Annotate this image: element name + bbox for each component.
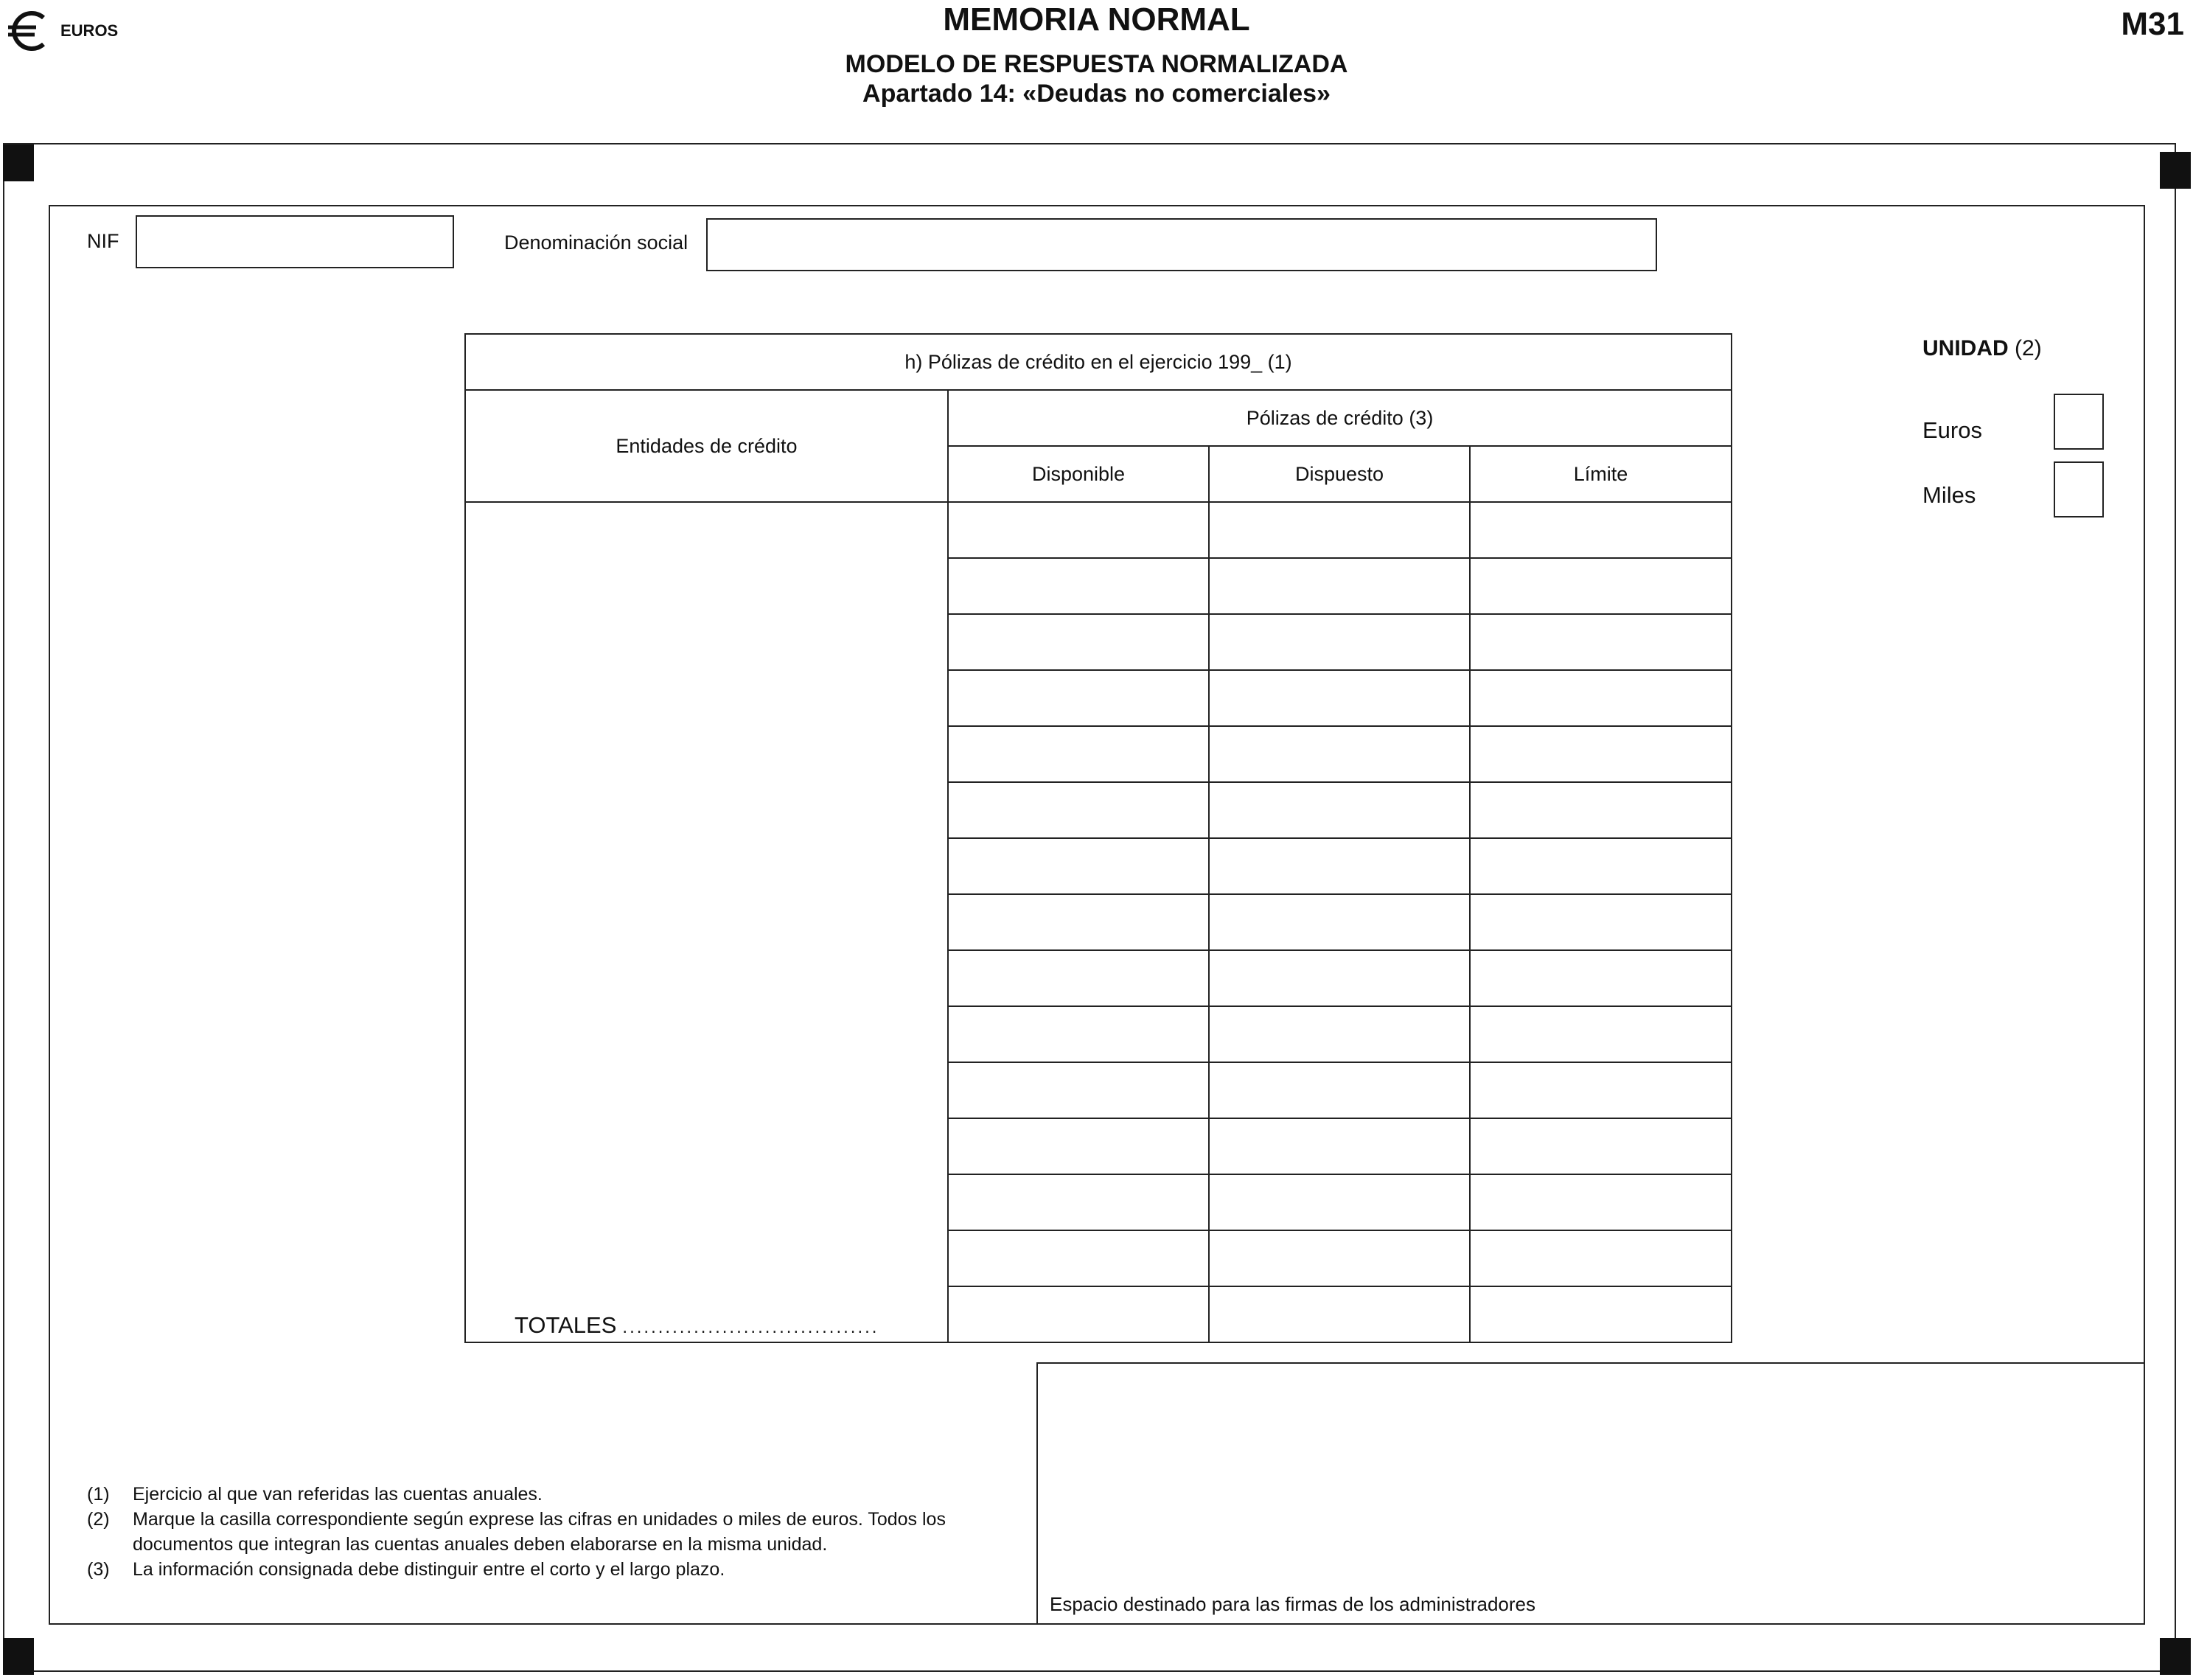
column-header-disponible: Disponible — [948, 446, 1209, 502]
cell-limite[interactable] — [1470, 950, 1732, 1006]
cell-disponible[interactable] — [948, 838, 1209, 894]
cell-dispuesto[interactable] — [1209, 1230, 1470, 1286]
document-subtitle: MODELO DE RESPUESTA NORMALIZADA — [845, 50, 1348, 78]
cell-limite[interactable] — [1470, 838, 1732, 894]
credit-policies-table — [464, 333, 1732, 1343]
footnote — [87, 1507, 1016, 1557]
cell-disponible[interactable] — [948, 894, 1209, 950]
cell-dispuesto[interactable] — [1209, 1118, 1470, 1174]
cell-disponible-total[interactable] — [948, 1286, 1209, 1342]
cell-disponible[interactable] — [948, 502, 1209, 558]
nif-field[interactable] — [136, 215, 454, 268]
cell-disponible[interactable] — [948, 782, 1209, 838]
registration-mark-top-left — [3, 144, 34, 181]
cell-disponible[interactable] — [948, 950, 1209, 1006]
cell-dispuesto[interactable] — [1209, 782, 1470, 838]
unit-euros-checkbox[interactable] — [2054, 394, 2104, 450]
cell-dispuesto[interactable] — [1209, 1062, 1470, 1118]
nif-label: NIF — [87, 230, 119, 252]
cell-disponible[interactable] — [948, 558, 1209, 614]
cell-dispuesto-total[interactable] — [1209, 1286, 1470, 1342]
cell-dispuesto[interactable] — [1209, 614, 1470, 670]
cell-limite[interactable] — [1470, 1062, 1732, 1118]
cell-dispuesto[interactable] — [1209, 558, 1470, 614]
unit-title-ref: (2) — [2015, 336, 2042, 360]
footnote-number: (3) — [87, 1559, 110, 1580]
policies-group-header: Pólizas de crédito (3) — [948, 390, 1732, 446]
company-name-field[interactable] — [706, 218, 1657, 271]
cell-dispuesto[interactable] — [1209, 894, 1470, 950]
cell-disponible[interactable] — [948, 1118, 1209, 1174]
cell-limite[interactable] — [1470, 1174, 1732, 1230]
footnote-number: (2) — [87, 1509, 110, 1530]
entities-cell[interactable] — [465, 502, 948, 1342]
unit-miles-label: Miles — [1922, 482, 1976, 508]
cell-dispuesto[interactable] — [1209, 950, 1470, 1006]
cell-disponible[interactable] — [948, 614, 1209, 670]
footnote — [87, 1482, 1016, 1507]
cell-dispuesto[interactable] — [1209, 726, 1470, 782]
cell-limite[interactable] — [1470, 502, 1732, 558]
cell-limite[interactable] — [1470, 614, 1732, 670]
cell-limite-total[interactable] — [1470, 1286, 1732, 1342]
registration-mark-bottom-right — [2160, 1638, 2191, 1675]
footnote-text: La información consignada debe distinguir entre el corto y el largo plazo. — [133, 1559, 725, 1580]
cell-limite[interactable] — [1470, 1230, 1732, 1286]
document-title: MEMORIA NORMAL — [943, 1, 1250, 38]
cell-disponible[interactable] — [948, 670, 1209, 726]
cell-dispuesto[interactable] — [1209, 1174, 1470, 1230]
currency-label: EUROS — [60, 21, 119, 40]
cell-limite[interactable] — [1470, 1006, 1732, 1062]
registration-mark-top-right — [2160, 152, 2191, 189]
table-caption: h) Pólizas de crédito en el ejercicio 199_ (1) — [465, 334, 1732, 390]
footnotes — [87, 1482, 1016, 1582]
cell-dispuesto[interactable] — [1209, 502, 1470, 558]
unit-title-text: UNIDAD — [1922, 336, 2009, 360]
footnote — [87, 1557, 1016, 1582]
registration-mark-bottom-left — [3, 1638, 34, 1675]
totals-leader-dots: .................................... — [622, 1317, 879, 1337]
signature-box[interactable] — [1036, 1362, 2145, 1625]
column-header-dispuesto: Dispuesto — [1209, 446, 1470, 502]
totals-row-label — [466, 1312, 947, 1342]
cell-disponible[interactable] — [948, 1006, 1209, 1062]
cell-limite[interactable] — [1470, 1118, 1732, 1174]
entities-header: Entidades de crédito — [465, 390, 948, 502]
table-row — [465, 502, 1732, 558]
cell-disponible[interactable] — [948, 1230, 1209, 1286]
unit-miles-checkbox[interactable] — [2054, 461, 2104, 517]
cell-disponible[interactable] — [948, 1174, 1209, 1230]
column-header-limite: Límite — [1470, 446, 1732, 502]
section-title: Apartado 14: «Deudas no comerciales» — [862, 80, 1331, 108]
signature-label: Espacio destinado para las firmas de los administradores — [1050, 1593, 1536, 1615]
cell-dispuesto[interactable] — [1209, 838, 1470, 894]
cell-dispuesto[interactable] — [1209, 670, 1470, 726]
unit-title — [1922, 336, 2042, 361]
totals-label: TOTALES — [515, 1312, 617, 1338]
cell-limite[interactable] — [1470, 782, 1732, 838]
company-name-label: Denominación social — [504, 231, 688, 254]
footnote-number: (1) — [87, 1484, 110, 1505]
cell-disponible[interactable] — [948, 1062, 1209, 1118]
model-code: M31 — [2121, 6, 2184, 42]
footnote-text: Marque la casilla correspondiente según exprese las cifras en unidades o miles de euros. Todos los documentos que integran las cuentas anuales deben elaborarse en la misma unidad. — [133, 1509, 946, 1555]
cell-disponible[interactable] — [948, 726, 1209, 782]
cell-limite[interactable] — [1470, 670, 1732, 726]
cell-limite[interactable] — [1470, 726, 1732, 782]
cell-dispuesto[interactable] — [1209, 1006, 1470, 1062]
cell-limite[interactable] — [1470, 558, 1732, 614]
footnote-text: Ejercicio al que van referidas las cuentas anuales. — [133, 1484, 543, 1505]
cell-limite[interactable] — [1470, 894, 1732, 950]
unit-euros-label: Euros — [1922, 417, 1982, 443]
